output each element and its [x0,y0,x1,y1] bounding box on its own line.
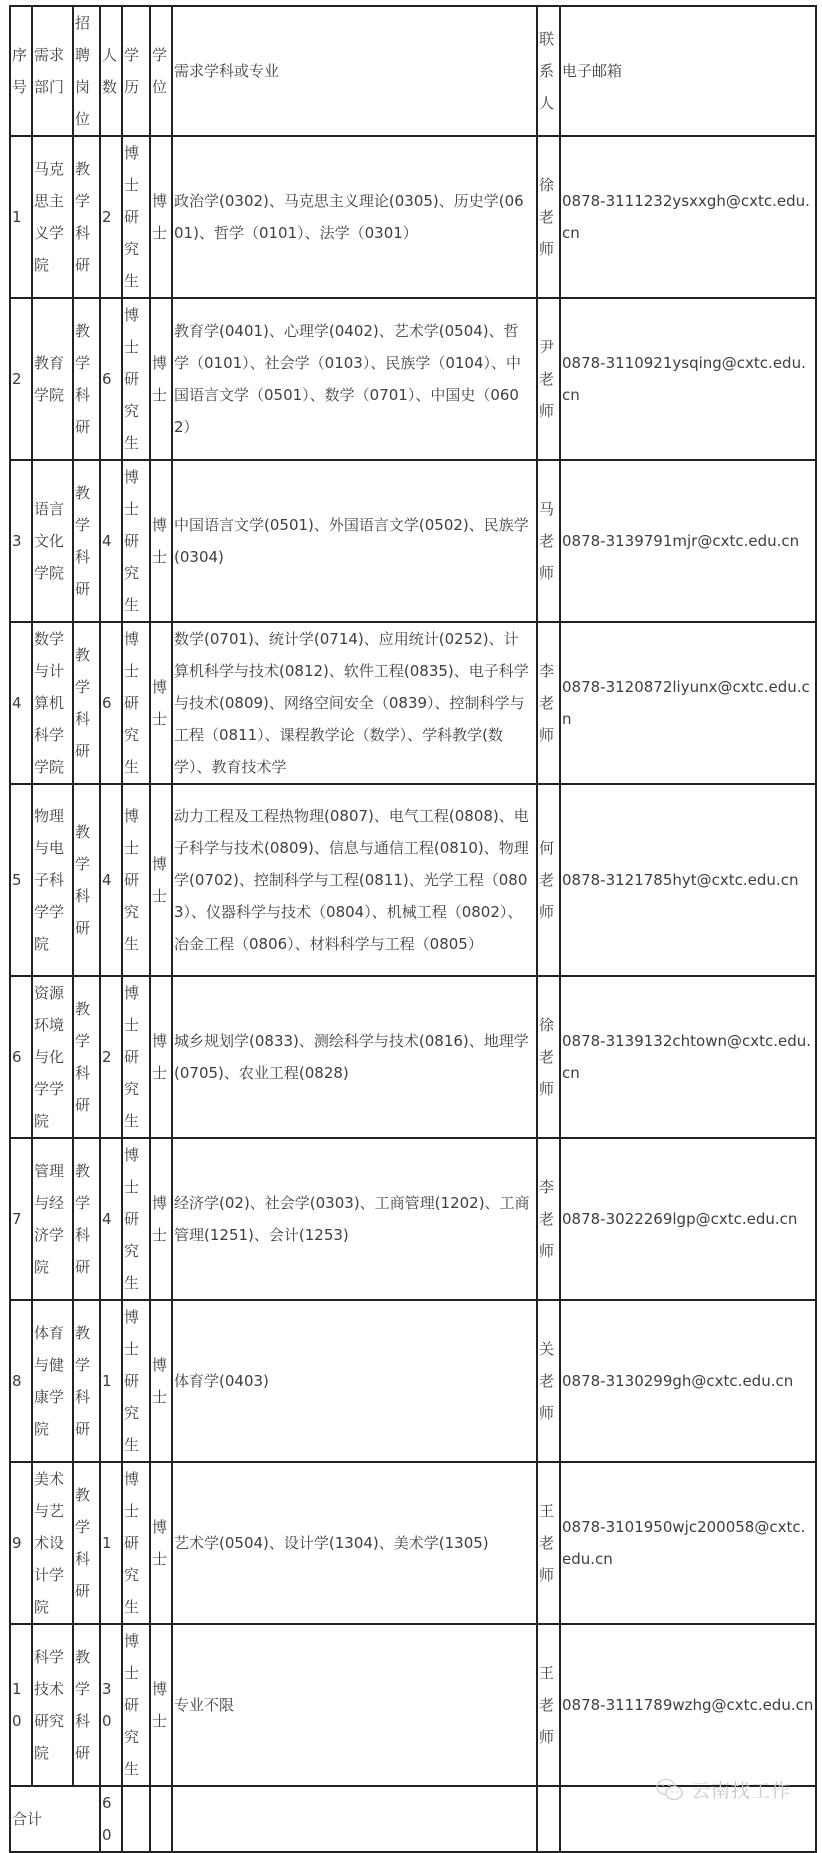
cell-education: 博士研究生 [122,136,150,298]
table-row [10,460,816,622]
cell-contact: 王老师 [537,1462,560,1624]
cell-education: 博士研究生 [122,460,150,622]
cell-contact: 李老师 [537,1138,560,1300]
cell-email: 0878-3111789wzhg@cxtc.edu.cn [560,1624,816,1786]
cell-subjects: 中国语言文学(0501)、外国语言文学(0502)、民族学(0304) [172,460,537,622]
cell-no: 3 [10,460,32,622]
cell-email: 0878-3101950wjc200058@cxtc.edu.cn [560,1462,816,1624]
cell-position: 教学科研 [73,136,100,298]
cell-no: 6 [10,976,32,1138]
cell-degree: 博士 [150,460,172,622]
cell-email: 0878-3121785hyt@cxtc.edu.cn [560,784,816,976]
cell-department: 教育学院 [32,298,73,460]
cell-degree: 博士 [150,1624,172,1786]
cell-email: 0878-3139132chtown@cxtc.edu.cn [560,976,816,1138]
cell-department: 物理与电子科学学院 [32,784,73,976]
cell-position: 教学科研 [73,1462,100,1624]
table-row [10,784,816,976]
header-email: 电子邮箱 [560,6,816,136]
cell-count: 1 [100,1462,122,1624]
cell-subjects: 经济学(02)、社会学(0303)、工商管理(1202)、工商管理(1251)、会计(1253) [172,1138,537,1300]
cell-position: 教学科研 [73,784,100,976]
cell-contact: 徐老师 [537,976,560,1138]
cell-degree: 博士 [150,298,172,460]
cell-position: 教学科研 [73,1138,100,1300]
cell-education: 博士研究生 [122,976,150,1138]
watermark-text: 云南找工作 [691,1780,792,1802]
cell-degree: 博士 [150,784,172,976]
cell-department: 管理与经济学院 [32,1138,73,1300]
header-row [10,6,816,136]
cell-email: 0878-3130299gh@cxtc.edu.cn [560,1300,816,1462]
cell-count: 6 [100,622,122,784]
cell-education: 博士研究生 [122,622,150,784]
cell-email: 0878-3139791mjr@cxtc.edu.cn [560,460,816,622]
cell-position: 教学科研 [73,976,100,1138]
header-education: 学历 [122,6,150,136]
table-row [10,976,816,1138]
cell-no: 2 [10,298,32,460]
cell-no: 5 [10,784,32,976]
cell-education: 博士研究生 [122,1462,150,1624]
cell-subjects: 数学(0701)、统计学(0714)、应用统计(0252)、计算机科学与技术(0812)、软件工程(0835)、电子科学与技术(0809)、网络空间安全（0839）、控制科学与工程（0811）、课程教学论（数学）、学科教学(数学）、教育技术学 [172,622,537,784]
cell-contact: 王老师 [537,1624,560,1786]
cell-education: 博士研究生 [122,298,150,460]
cell-count: 4 [100,784,122,976]
cell-count: 2 [100,136,122,298]
cell-degree: 博士 [150,1462,172,1624]
cell-position: 教学科研 [73,1624,100,1786]
cell-subjects: 动力工程及工程热物理(0807)、电气工程(0808)、电子科学与技术(0809)、信息与通信工程(0810)、物理学(0702)、控制科学与工程(0811)、光学工程（0803）、仪器科学与技术（0804）、机械工程（0802）、冶金工程（0806）、材料科学与工程（0805） [172,784,537,976]
cell-email: 0878-3022269lgp@cxtc.edu.cn [560,1138,816,1300]
cell-degree: 博士 [150,1138,172,1300]
cell-count: 4 [100,460,122,622]
table-row [10,622,816,784]
total-empty-cell [537,1786,560,1852]
table-row [10,1624,816,1786]
cell-no: 1 [10,136,32,298]
table-row [10,298,816,460]
total-empty-cell [122,1786,150,1852]
total-empty-cell [172,1786,537,1852]
cell-email: 0878-3120872liyunx@cxtc.edu.cn [560,622,816,784]
cell-degree: 博士 [150,976,172,1138]
cell-no: 8 [10,1300,32,1462]
cell-department: 马克思主义学院 [32,136,73,298]
cell-no: 9 [10,1462,32,1624]
total-empty-cell [560,1786,816,1852]
cell-email: 0878-3111232ysxxgh@cxtc.edu.cn [560,136,816,298]
cell-position: 教学科研 [73,460,100,622]
cell-email: 0878-3110921ysqing@cxtc.edu.cn [560,298,816,460]
cell-no: 7 [10,1138,32,1300]
cell-subjects: 政治学(0302)、马克思主义理论(0305)、历史学(0601)、哲学（0101）、法学（0301） [172,136,537,298]
cell-no: 10 [10,1624,32,1786]
table-row [10,136,816,298]
cell-contact: 尹老师 [537,298,560,460]
cell-position: 教学科研 [73,298,100,460]
cell-count: 4 [100,1138,122,1300]
cell-department: 科学技术研究院 [32,1624,73,1786]
total-row [10,1786,816,1852]
cell-contact: 李老师 [537,622,560,784]
cell-contact: 何老师 [537,784,560,976]
cell-count: 30 [100,1624,122,1786]
table-row [10,1462,816,1624]
cell-contact: 关老师 [537,1300,560,1462]
cell-degree: 博士 [150,1300,172,1462]
cell-department: 语言文化学院 [32,460,73,622]
header-degree: 学位 [150,6,172,136]
table-row [10,1138,816,1300]
cell-education: 博士研究生 [122,784,150,976]
cell-subjects: 专业不限 [172,1624,537,1786]
header-contact: 联系人 [537,6,560,136]
cell-education: 博士研究生 [122,1624,150,1786]
header-position: 招聘岗位 [73,6,100,136]
cell-education: 博士研究生 [122,1138,150,1300]
total-label: 合计 [10,1786,100,1852]
recruitment-table [9,5,817,1853]
cell-count: 6 [100,298,122,460]
cell-count: 2 [100,976,122,1138]
total-count: 60 [100,1786,122,1852]
cell-contact: 徐老师 [537,136,560,298]
cell-subjects: 体育学(0403) [172,1300,537,1462]
total-empty-cell [150,1786,172,1852]
header-subjects: 需求学科或专业 [172,6,537,136]
cell-degree: 博士 [150,136,172,298]
cell-count: 1 [100,1300,122,1462]
cell-department: 体育与健康学院 [32,1300,73,1462]
cell-position: 教学科研 [73,1300,100,1462]
table-row [10,1300,816,1462]
header-department: 需求部门 [32,6,73,136]
cell-subjects: 教育学(0401)、心理学(0402)、艺术学(0504)、哲学（0101）、社会学（0103）、民族学（0104）、中国语言文学（0501）、数学（0701）、中国史（0602） [172,298,537,460]
cell-department: 数学与计算机科学学院 [32,622,73,784]
cell-subjects: 城乡规划学(0833)、测绘科学与技术(0816)、地理学(0705)、农业工程(0828) [172,976,537,1138]
header-no: 序号 [10,6,32,136]
header-count: 人数 [100,6,122,136]
cell-contact: 马老师 [537,460,560,622]
cell-degree: 博士 [150,622,172,784]
cell-subjects: 艺术学(0504)、设计学(1304)、美术学(1305) [172,1462,537,1624]
cell-department: 美术与艺术设计学院 [32,1462,73,1624]
cell-position: 教学科研 [73,622,100,784]
cell-education: 博士研究生 [122,1300,150,1462]
cell-department: 资源环境与化学学院 [32,976,73,1138]
cell-no: 4 [10,622,32,784]
